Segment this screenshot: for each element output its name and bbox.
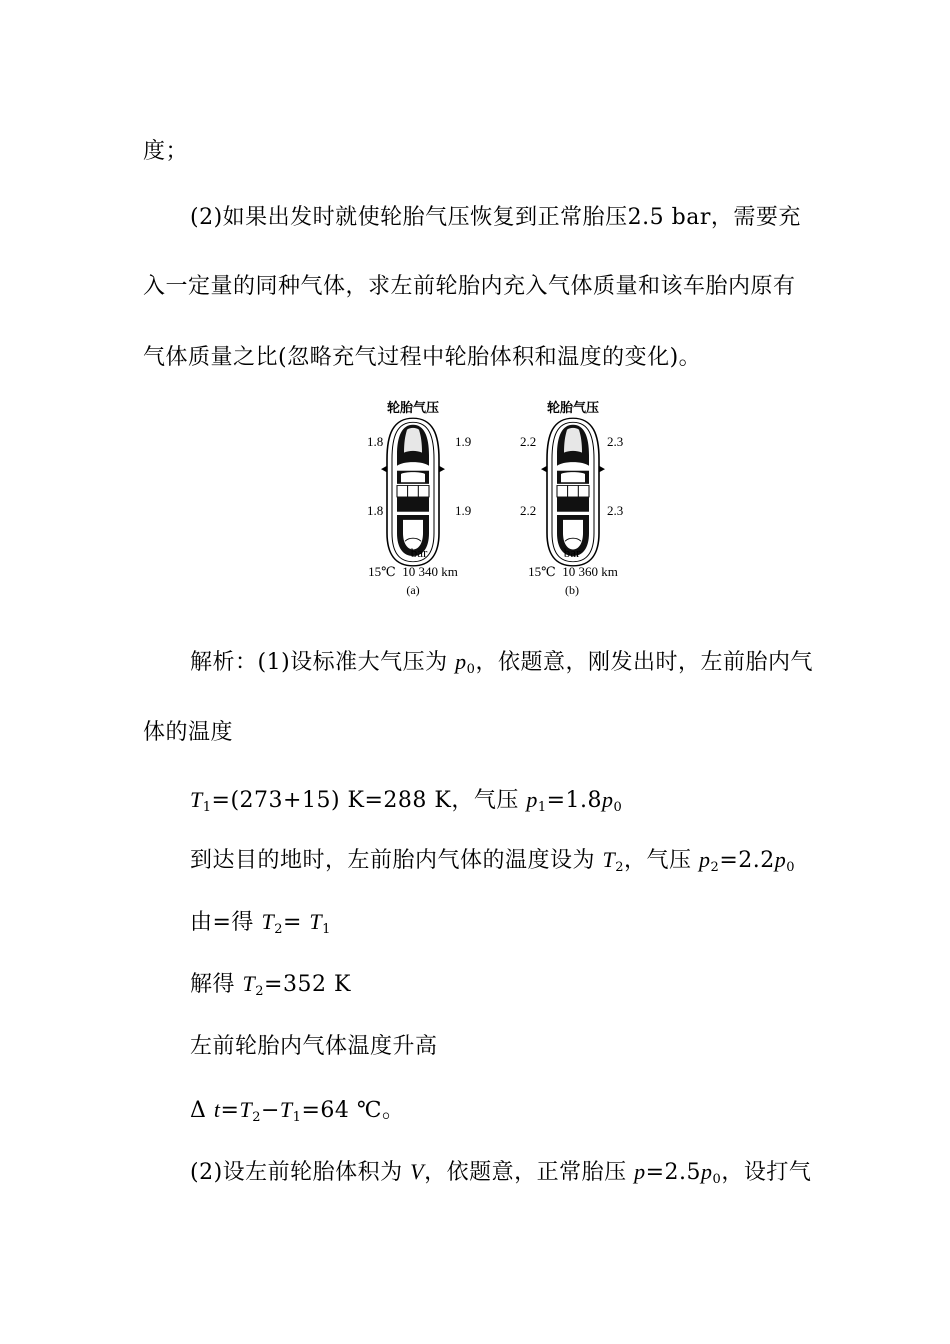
figure-b-rear-right: 2.3 xyxy=(607,503,624,518)
figure-a-info: 15℃ 10 340 km xyxy=(368,564,458,579)
paragraph-line: 入一定量的同种气体，求左前轮胎内充入气体质量和该车胎内原有 xyxy=(143,274,796,299)
solution-line-delta-t: Δ $t=T_2-T_1=64$ ℃。 xyxy=(190,1097,405,1125)
solution-line-T2: 到达目的地时，左前胎内气体的温度设为 $T_2$，气压 $p_2=2.2p_0$ xyxy=(190,847,796,875)
solution-intro: 解析：(1)设标准大气压为 $p_0$，依题意，刚发出时，左前胎内气 xyxy=(190,649,813,677)
figure-a-title: 轮胎气压 xyxy=(386,400,440,415)
figure-a-rear-left: 1.8 xyxy=(367,503,384,518)
paragraph-line: 气体质量之比(忽略充气过程中轮胎体积和温度的变化)。 xyxy=(143,345,702,370)
figure-b-unit: bar xyxy=(563,545,581,560)
figure-a-front-left: 1.8 xyxy=(367,434,384,449)
figure-a-caption: (a) xyxy=(406,583,420,597)
solution-line-result: 解得 $T_2=352$ K xyxy=(190,971,351,999)
solution-intro-line2: 体的温度 xyxy=(143,720,234,745)
paragraph-line: (2)如果出发时就使轮胎气压恢复到正常胎压2.5 bar，需要充 xyxy=(190,205,801,230)
car-b-icon xyxy=(541,418,605,566)
figure-b-front-left: 2.2 xyxy=(520,434,537,449)
car-a-icon xyxy=(381,418,445,566)
figure-b-title: 轮胎气压 xyxy=(546,400,600,415)
figure-b-caption: (b) xyxy=(565,583,579,597)
solution-line-rise: 左前轮胎内气体温度升高 xyxy=(190,1034,438,1059)
solution-line-equation: 由=得 $T_2= T_1$ xyxy=(190,909,331,937)
figure-a-unit: bar xyxy=(410,545,428,560)
figure-b-rear-left: 2.2 xyxy=(520,503,537,518)
solution-line-part2: (2)设左前轮胎体积为 V，依题意，正常胎压 $p=2.5p_0$，设打气 xyxy=(190,1159,812,1187)
paragraph-line: 度； xyxy=(143,139,189,164)
figure-b-info: 15℃ 10 360 km xyxy=(528,564,618,579)
figure-a-front-right: 1.9 xyxy=(455,434,472,449)
figure-a-rear-right: 1.9 xyxy=(455,503,472,518)
tire-pressure-figure xyxy=(355,392,655,604)
solution-line-T1: $T_1=(273+15)$ K=288 K，气压 $p_1=1.8p_0$ xyxy=(190,787,623,815)
figure-b-front-right: 2.3 xyxy=(607,434,624,449)
